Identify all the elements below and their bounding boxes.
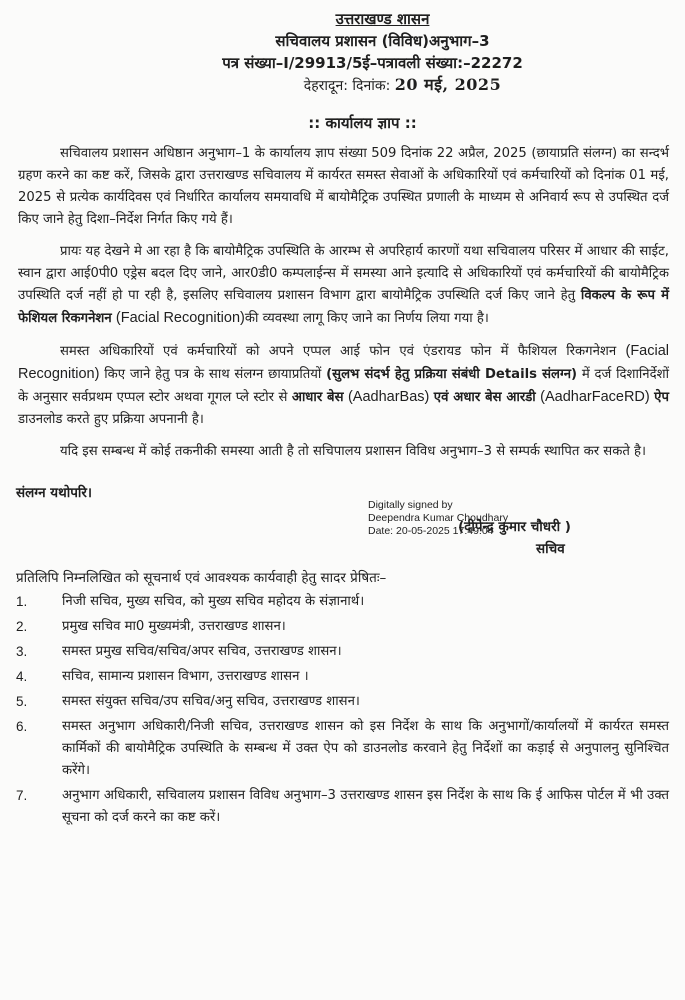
list-item-text: समस्त संयुक्त सचिव/उप सचिव/अनु सचिव, उत्तराखण्ड शासन। bbox=[62, 694, 360, 709]
paragraph-3 bbox=[0, 340, 685, 431]
copy-to-list bbox=[0, 591, 685, 829]
signature-block bbox=[0, 499, 685, 561]
letter-header bbox=[0, 0, 685, 97]
list-item-number: 1. bbox=[16, 594, 28, 609]
paragraph-4-text: यदि इस सम्बन्ध में कोई तकनीकी समस्या आती है तो सचिपालय प्रशासन विविध अनुभाग–3 से सम्पर्क स्थापित कर सकते है। bbox=[60, 444, 647, 459]
list-item-text: अनुभाग अधिकारी, सचिवालय प्रशासन विविध अनुभाग–3 उत्तराखण्ड शासन इस निर्देश के साथ कि ई आफिस पोर्टल में भी उक्त सूचना को दर्ज करने का कष्ट करें। bbox=[62, 788, 669, 825]
paragraph-3-bold-3: एवं अधार बेस आरडी bbox=[433, 390, 536, 405]
paragraph-3-text-d: डाउनलोड करते हुए प्रक्रिया अपनानी है। bbox=[18, 412, 204, 427]
list-item-text: समस्त अनुभाग अधिकारी/निजी सचिव, उत्तराखण्ड शासन को इस निर्देश के साथ कि अनुभागों/कार्यालयों में कार्यरत समस्त कार्मिकों की बायोमैट्रिक उपस्थिति के सम्बन्ध में उक्त ऐप को डाउनलोड करवाने हेतु निर्देशों का कड़ाई से अनुपालनु सुनिश्चित करेंगे। bbox=[62, 719, 669, 778]
digital-signature-line-3: Date: 20-05-2025 17:49:04 bbox=[368, 525, 494, 537]
list-item-number: 3. bbox=[16, 644, 28, 659]
paragraph-2-text-b: की व्यवस्था लागू किए जाने का निर्णय लिया गया है। bbox=[244, 311, 489, 326]
paragraph-3-bold-4: ऐप bbox=[654, 390, 669, 405]
paragraph-2-latin: (Facial Recognition) bbox=[115, 310, 245, 326]
list-item-text: प्रमुख सचिव मा0 मुख्यमंत्री, उत्तराखण्ड शासन। bbox=[62, 619, 286, 634]
paragraph-3-latin-1: (Facial Recognition) bbox=[18, 343, 669, 382]
paragraph-1-text: सचिवालय प्रशासन अधिष्ठान अनुभाग–1 के कार्यालय ज्ञाप संख्या 509 दिनांक 22 अप्रैल, 2025 (छायाप्रति संलग्न) का सन्दर्भ ग्रहण करने का कष्ट करें, जिसके द्वारा उत्तराखण्ड सचिवालय में कार्यरत समस्त सेवाओं के अधिकारियों एवं कर्मचारियों को दिनांक 01 मई, 2025 से प्रत्येक कार्यदिवस एवं निर्धारित कार्यालय समयावधि में बायोमैट्रिक उपस्थित प्रणाली के माध्यम से अनिवार्य रूप से उपस्थित दर्ज किए जाने हेतु दिशा–निर्देश निर्गत किए गये हैं। bbox=[18, 146, 669, 227]
date-prefix: देहरादून: दिनांक: bbox=[303, 78, 391, 94]
paragraph-4 bbox=[0, 441, 685, 463]
list-item bbox=[16, 591, 669, 613]
digital-signature-line-2: Deependra Kumar Choudhary bbox=[368, 512, 509, 524]
list-item-number: 4. bbox=[16, 669, 28, 684]
paragraph-3-text-c: में दर्ज दिशानिर्देशों के अनुसार सर्वप्रथम एप्पल स्टोर अथवा गूगल प्ले स्टोर से bbox=[18, 367, 670, 405]
department-name: सचिवालय प्रशासन (विविध)अनुभाग–3 bbox=[275, 32, 490, 50]
list-item bbox=[16, 691, 669, 713]
paragraph-3-bold-2: आधार बेस bbox=[291, 390, 344, 405]
list-item bbox=[16, 785, 669, 829]
list-item-text: निजी सचिव, मुख्य सचिव, को मुख्य सचिव महोदय के संज्ञानार्थ। bbox=[62, 594, 365, 609]
paragraph-3-latin-3: (AadharFaceRD) bbox=[540, 389, 650, 405]
list-item bbox=[16, 641, 669, 663]
government-name: उत्तराखण्ड शासन bbox=[335, 10, 430, 28]
list-item-number: 7. bbox=[16, 788, 28, 803]
list-item-text: समस्त प्रमुख सचिव/सचिव/अपर सचिव, उत्तराखण्ड शासन। bbox=[62, 644, 342, 659]
date-value: 20 मई, 2025 bbox=[394, 75, 502, 94]
paragraph-3-text-b: किए जाने हेतु पत्र के साथ संलग्न छायाप्रतियों bbox=[104, 367, 322, 382]
list-item bbox=[16, 716, 669, 782]
list-item bbox=[16, 666, 669, 688]
letter-number: पत्र संख्या–I/29913/5ई–पत्रावली संख्या:–22272 bbox=[222, 54, 523, 72]
list-item bbox=[16, 616, 669, 638]
list-item-number: 6. bbox=[16, 719, 28, 734]
paragraph-2 bbox=[0, 241, 685, 330]
paragraph-3-bold-1: (सुलभ संदर्भ हेतु प्रक्रिया संबंधी Details संलग्न) bbox=[326, 367, 578, 382]
paragraph-3-text-a: समस्त अधिकारियों एवं कर्मचारियों को अपने एप्पल आई फोन एवं एंडरायड फोन में फैशियल रिकगनेशन bbox=[60, 344, 617, 359]
signer-designation: सचिव bbox=[536, 541, 565, 557]
list-item-number: 5. bbox=[16, 694, 28, 709]
date-line bbox=[0, 74, 685, 97]
enclosure-note: संलग्न यथोपरि। bbox=[16, 485, 93, 501]
copy-to-title: प्रतिलिपि निम्नलिखित को सूचनार्थ एवं आवश्यक कार्यवाही हेतु सादर प्रेषितः– bbox=[16, 570, 387, 586]
signer-name: (दीपेन्द्र कुमार चौधरी ) bbox=[458, 519, 571, 535]
paragraph-3-latin-2: (AadharBas) bbox=[347, 389, 430, 405]
paragraph-1 bbox=[0, 143, 685, 231]
memo-title: :: कार्यालय ज्ञाप :: bbox=[308, 114, 417, 132]
digital-signature-line-1: Digitally signed by bbox=[368, 499, 453, 511]
list-item-text: सचिव, सामान्य प्रशासन विभाग, उत्तराखण्ड शासन । bbox=[62, 669, 309, 684]
paragraph-2-bold: विकल्प के रूप में फेशियल रिकगनेशन bbox=[18, 288, 669, 326]
paragraph-2-text-a: प्रायः यह देखने मे आ रहा है कि बायोमैट्रिक उपस्थिति के आरम्भ से अपरिहार्य कारणों यथा सचिवालय परिसर में आधार की साईट, स्वान द्वारा आई0पी0 एड्रेस बदल दिए जाने, आर0डी0 कम्पलाईन्स में समस्या आने इत्यादि से अधिकारियों एवं कर्मचारियों की बायोमैट्रिक उपस्थिति दर्ज नहीं हो पा रही है, इसलिए सचिवालय प्रशासन विभाग द्वारा बायोमैट्रिक उपस्थिति दर्ज किए जाने हेतु bbox=[18, 244, 669, 303]
list-item-number: 2. bbox=[16, 619, 28, 634]
